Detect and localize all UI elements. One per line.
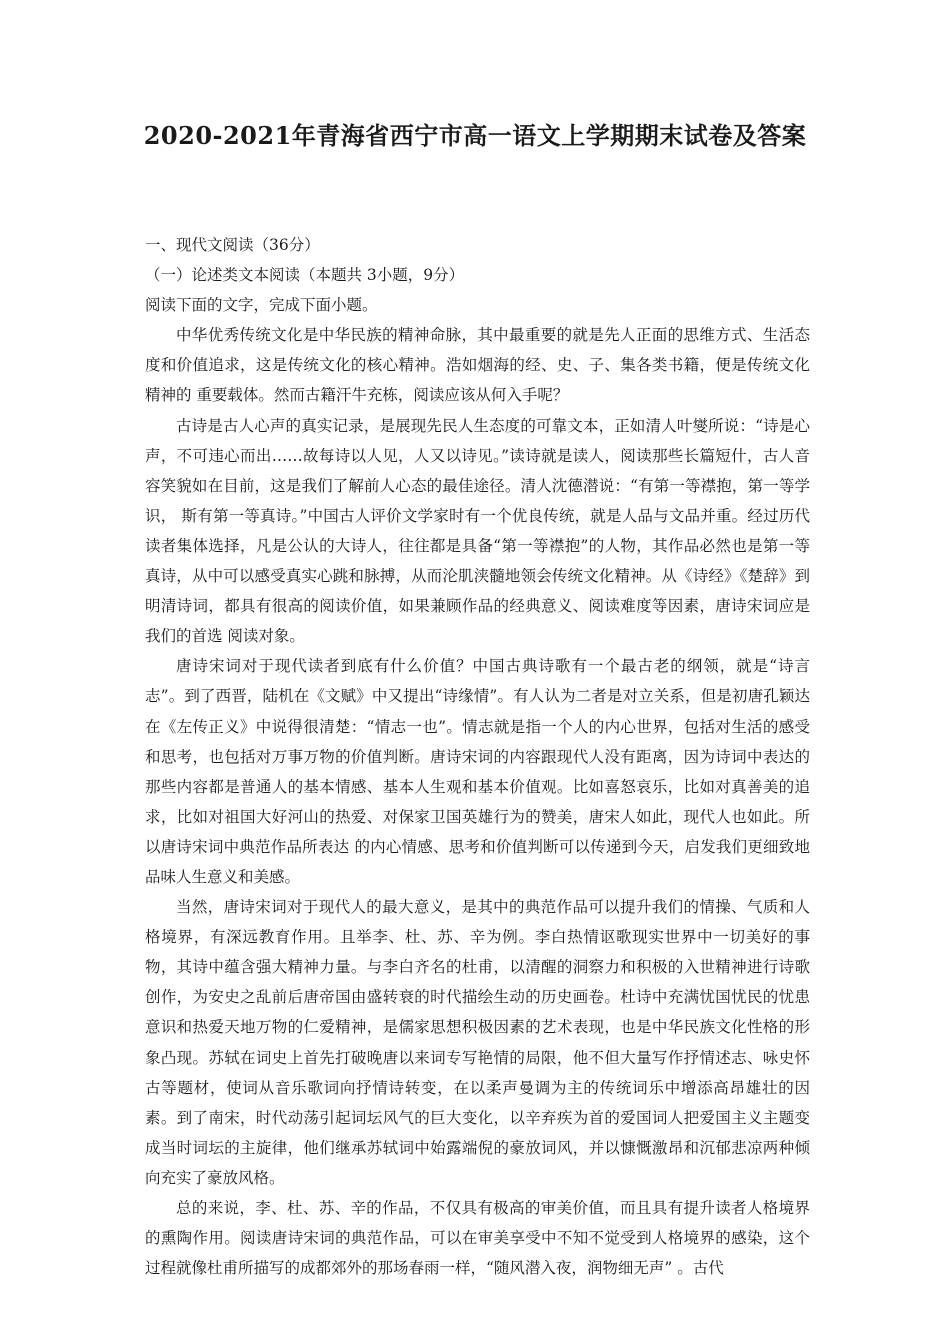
document-title: 2020-2021年青海省西宁市高一语文上学期期末试卷及答案 (143, 121, 807, 150)
reading-instruction: 阅读下面的文字，完成下面小题。 (145, 296, 378, 315)
paragraph: 唐诗宋词对于现代读者到底有什么价值？中国古典诗歌有一个最古老的纲领，就是“诗言志”。到了西晋，陆机在《文赋》中又提出“诗缘情”。有人认为二者是对立关系，但是初唐孔颖达在《左传正义》中说得很清楚：“情志一也”。情志就是指一个人的内心世界，包括对生活的感受和思考，也包括对万事万物的价值判断。唐诗宋词的内容跟现代人没有距离，因为诗词中表达的那些内容都是普通人的基本情感、基本人生观和基本价值观。比如喜怒哀乐，比如对真善美的追求，比如对祖国大好河山的热爱、对保家卫国英雄行为的赞美，唐宋人如此，现代人也如此。所以唐诗宋词中典范作品所表达 的内心情感、思考和价值判断可以传递到今天，启发我们更细致地品味人生意义和美感。 (145, 657, 810, 886)
document-body (145, 230, 810, 1283)
subsection-heading: （一）论述类文本阅读（本题共 3小题，9分） (145, 266, 465, 285)
paragraph: 当然，唐诗宋词对于现代人的最大意义，是其中的典范作品可以提升我们的情操、气质和人格境界，有深远教育作用。且举李、杜、苏、辛为例。李白热情讴歌现实世界中一切美好的事物，其诗中蕴含强大精神力量。与李白齐名的杜甫，以清醒的洞察力和积极的入世精神进行诗歌创作，为安史之乱前后唐帝国由盛转衰的时代描绘生动的历史画卷。杜诗中充满忧国忧民的忧患意识和热爱天地万物的仁爱精神，是儒家思想积极因素的艺术表现，也是中华民族文化性格的形象凸现。苏轼在词史上首先打破晚唐以来词专写艳情的局限，他不但大量写作抒情述志、咏史怀古等题材，使词从音乐歌词向抒情诗转变，在以柔声曼调为主的传统词乐中增添高昂雄壮的因素。到了南宋，时代动荡引起词坛风气的巨大变化，以辛弃疾为首的爱国词人把爱国主义主题变成当时词坛的主旋律，他们继承苏轼词中始露端倪的豪放词风，并以慷慨激昂和沉郁悲凉两种倾向充实了豪放风格。 (145, 898, 810, 1187)
paragraph: 中华优秀传统文化是中华民族的精神命脉，其中最重要的就是先人正面的思维方式、生活态度和价值追求，这是传统文化的核心精神。浩如烟海的经、史、子、集各类书籍，便是传统文化精神的 重要载体。然而古籍汗牛充栋，阅读应该从何入手呢？ (145, 326, 810, 405)
section-heading: 一、现代文阅读（36分） (145, 236, 320, 254)
paragraph: 总的来说，李、杜、苏、辛的作品，不仅具有极高的审美价值，而且具有提升读者人格境界的熏陶作用。阅读唐诗宋词的典范作品，可以在审美享受中不知不觉受到人格境界的感染，这个过程就像杜甫所描写的成都郊外的那场春雨一样，“随风潜入夜，润物细无声” 。古代 (145, 1199, 810, 1278)
paragraph: 古诗是古人心声的真实记录，是展现先民人生态度的可靠文本，正如清人叶燮所说：“诗是心声，不可违心而出……故每诗以人见，人又以诗见。”读诗就是读人，阅读那些长篇短什，古人音容笑貌如在目前，这是我们了解前人心态的最佳途径。清人沈德潜说：“有第一等襟抱，第一等学识， 斯有第一等真诗。”中国古人评价文学家时有一个优良传统，就是人品与文品并重。经过历代读者集体选择，凡是公认的大诗人，往往都是具备“第一等襟抱”的人物，其作品必然也是第一等真诗，从中可以感受真实心跳和脉搏，从而沦肌浃髓地领会传统文化精神。从《诗经》《楚辞》到明清诗词，都具有很高的阅读价值，如果兼顾作品的经典意义、阅读难度等因素，唐诗宋词应是我们的首选 阅读对象。 (145, 416, 810, 646)
